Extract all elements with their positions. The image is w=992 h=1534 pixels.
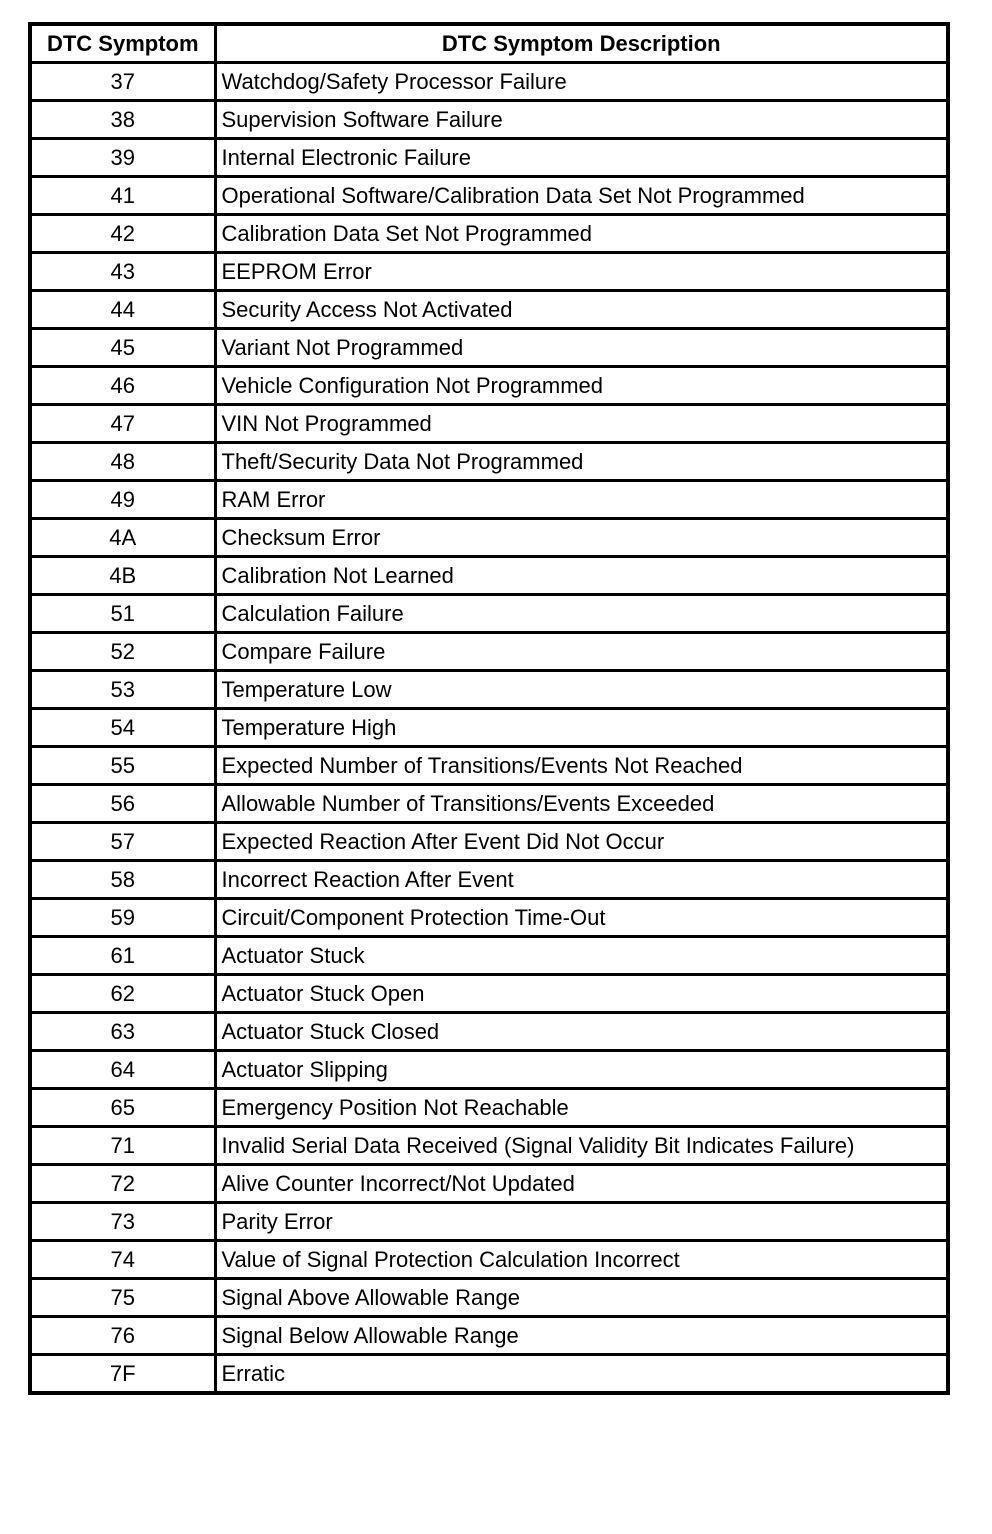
table-body bbox=[30, 63, 948, 1394]
dtc-description-cell: Emergency Position Not Reachable bbox=[215, 1089, 948, 1127]
dtc-description-cell: Parity Error bbox=[215, 1203, 948, 1241]
dtc-description-cell: Incorrect Reaction After Event bbox=[215, 861, 948, 899]
dtc-code-cell: 74 bbox=[30, 1241, 215, 1279]
dtc-symptom-table bbox=[28, 22, 950, 1395]
table-row bbox=[30, 1051, 948, 1089]
table-row bbox=[30, 937, 948, 975]
table-row bbox=[30, 405, 948, 443]
dtc-code-cell: 41 bbox=[30, 177, 215, 215]
dtc-code-cell: 58 bbox=[30, 861, 215, 899]
dtc-code-cell: 54 bbox=[30, 709, 215, 747]
dtc-description-cell: Circuit/Component Protection Time-Out bbox=[215, 899, 948, 937]
dtc-description-cell: Allowable Number of Transitions/Events Exceeded bbox=[215, 785, 948, 823]
dtc-code-cell: 4A bbox=[30, 519, 215, 557]
table-row bbox=[30, 709, 948, 747]
dtc-code-cell: 46 bbox=[30, 367, 215, 405]
dtc-description-cell: Signal Below Allowable Range bbox=[215, 1317, 948, 1355]
table-row bbox=[30, 101, 948, 139]
dtc-description-cell: EEPROM Error bbox=[215, 253, 948, 291]
dtc-code-cell: 52 bbox=[30, 633, 215, 671]
header-dtc-symptom-description: DTC Symptom Description bbox=[215, 24, 948, 63]
table-row bbox=[30, 1203, 948, 1241]
header-row bbox=[30, 24, 948, 63]
dtc-description-cell: Signal Above Allowable Range bbox=[215, 1279, 948, 1317]
table-row bbox=[30, 633, 948, 671]
dtc-description-cell: Calibration Data Set Not Programmed bbox=[215, 215, 948, 253]
dtc-code-cell: 49 bbox=[30, 481, 215, 519]
dtc-code-cell: 63 bbox=[30, 1013, 215, 1051]
table-row bbox=[30, 975, 948, 1013]
dtc-code-cell: 73 bbox=[30, 1203, 215, 1241]
table-row bbox=[30, 177, 948, 215]
dtc-code-cell: 64 bbox=[30, 1051, 215, 1089]
dtc-code-cell: 47 bbox=[30, 405, 215, 443]
dtc-description-cell: Watchdog/Safety Processor Failure bbox=[215, 63, 948, 101]
dtc-description-cell: Temperature High bbox=[215, 709, 948, 747]
table-row bbox=[30, 519, 948, 557]
dtc-description-cell: Expected Reaction After Event Did Not Occur bbox=[215, 823, 948, 861]
dtc-code-cell: 62 bbox=[30, 975, 215, 1013]
table-row bbox=[30, 1241, 948, 1279]
table-row bbox=[30, 291, 948, 329]
table-row bbox=[30, 861, 948, 899]
dtc-code-cell: 38 bbox=[30, 101, 215, 139]
table-row bbox=[30, 1165, 948, 1203]
table-row bbox=[30, 1355, 948, 1394]
table-row bbox=[30, 1279, 948, 1317]
table-row bbox=[30, 329, 948, 367]
dtc-description-cell: Expected Number of Transitions/Events Not Reached bbox=[215, 747, 948, 785]
dtc-description-cell: Actuator Slipping bbox=[215, 1051, 948, 1089]
dtc-code-cell: 7F bbox=[30, 1355, 215, 1394]
dtc-code-cell: 53 bbox=[30, 671, 215, 709]
table-row bbox=[30, 747, 948, 785]
dtc-code-cell: 72 bbox=[30, 1165, 215, 1203]
table-row bbox=[30, 671, 948, 709]
table-header bbox=[30, 24, 948, 63]
dtc-code-cell: 4B bbox=[30, 557, 215, 595]
table-row bbox=[30, 899, 948, 937]
dtc-description-cell: Invalid Serial Data Received (Signal Validity Bit Indicates Failure) bbox=[215, 1127, 948, 1165]
dtc-description-cell: VIN Not Programmed bbox=[215, 405, 948, 443]
dtc-code-cell: 39 bbox=[30, 139, 215, 177]
table-row bbox=[30, 443, 948, 481]
dtc-description-cell: RAM Error bbox=[215, 481, 948, 519]
dtc-code-cell: 76 bbox=[30, 1317, 215, 1355]
dtc-description-cell: Theft/Security Data Not Programmed bbox=[215, 443, 948, 481]
table-row bbox=[30, 253, 948, 291]
dtc-code-cell: 59 bbox=[30, 899, 215, 937]
dtc-description-cell: Value of Signal Protection Calculation Incorrect bbox=[215, 1241, 948, 1279]
dtc-code-cell: 55 bbox=[30, 747, 215, 785]
table-row bbox=[30, 481, 948, 519]
dtc-code-cell: 75 bbox=[30, 1279, 215, 1317]
dtc-code-cell: 44 bbox=[30, 291, 215, 329]
table-row bbox=[30, 215, 948, 253]
table-row bbox=[30, 139, 948, 177]
dtc-description-cell: Alive Counter Incorrect/Not Updated bbox=[215, 1165, 948, 1203]
table-row bbox=[30, 1013, 948, 1051]
dtc-code-cell: 48 bbox=[30, 443, 215, 481]
dtc-code-cell: 42 bbox=[30, 215, 215, 253]
dtc-description-cell: Supervision Software Failure bbox=[215, 101, 948, 139]
dtc-code-cell: 71 bbox=[30, 1127, 215, 1165]
dtc-code-cell: 37 bbox=[30, 63, 215, 101]
dtc-description-cell: Calibration Not Learned bbox=[215, 557, 948, 595]
dtc-description-cell: Erratic bbox=[215, 1355, 948, 1394]
table-row bbox=[30, 823, 948, 861]
dtc-description-cell: Internal Electronic Failure bbox=[215, 139, 948, 177]
dtc-description-cell: Actuator Stuck bbox=[215, 937, 948, 975]
dtc-description-cell: Variant Not Programmed bbox=[215, 329, 948, 367]
dtc-code-cell: 45 bbox=[30, 329, 215, 367]
table-row bbox=[30, 367, 948, 405]
dtc-description-cell: Security Access Not Activated bbox=[215, 291, 948, 329]
dtc-description-cell: Temperature Low bbox=[215, 671, 948, 709]
dtc-description-cell: Calculation Failure bbox=[215, 595, 948, 633]
dtc-description-cell: Operational Software/Calibration Data Set Not Programmed bbox=[215, 177, 948, 215]
table-row bbox=[30, 1089, 948, 1127]
table-row bbox=[30, 557, 948, 595]
dtc-code-cell: 56 bbox=[30, 785, 215, 823]
dtc-code-cell: 43 bbox=[30, 253, 215, 291]
header-dtc-symptom: DTC Symptom bbox=[30, 24, 215, 63]
dtc-description-cell: Checksum Error bbox=[215, 519, 948, 557]
table-row bbox=[30, 1317, 948, 1355]
table-row bbox=[30, 1127, 948, 1165]
dtc-description-cell: Vehicle Configuration Not Programmed bbox=[215, 367, 948, 405]
dtc-code-cell: 51 bbox=[30, 595, 215, 633]
dtc-code-cell: 57 bbox=[30, 823, 215, 861]
dtc-description-cell: Actuator Stuck Open bbox=[215, 975, 948, 1013]
table-row bbox=[30, 63, 948, 101]
table-row bbox=[30, 595, 948, 633]
dtc-description-cell: Compare Failure bbox=[215, 633, 948, 671]
dtc-code-cell: 65 bbox=[30, 1089, 215, 1127]
dtc-code-cell: 61 bbox=[30, 937, 215, 975]
dtc-description-cell: Actuator Stuck Closed bbox=[215, 1013, 948, 1051]
table-row bbox=[30, 785, 948, 823]
